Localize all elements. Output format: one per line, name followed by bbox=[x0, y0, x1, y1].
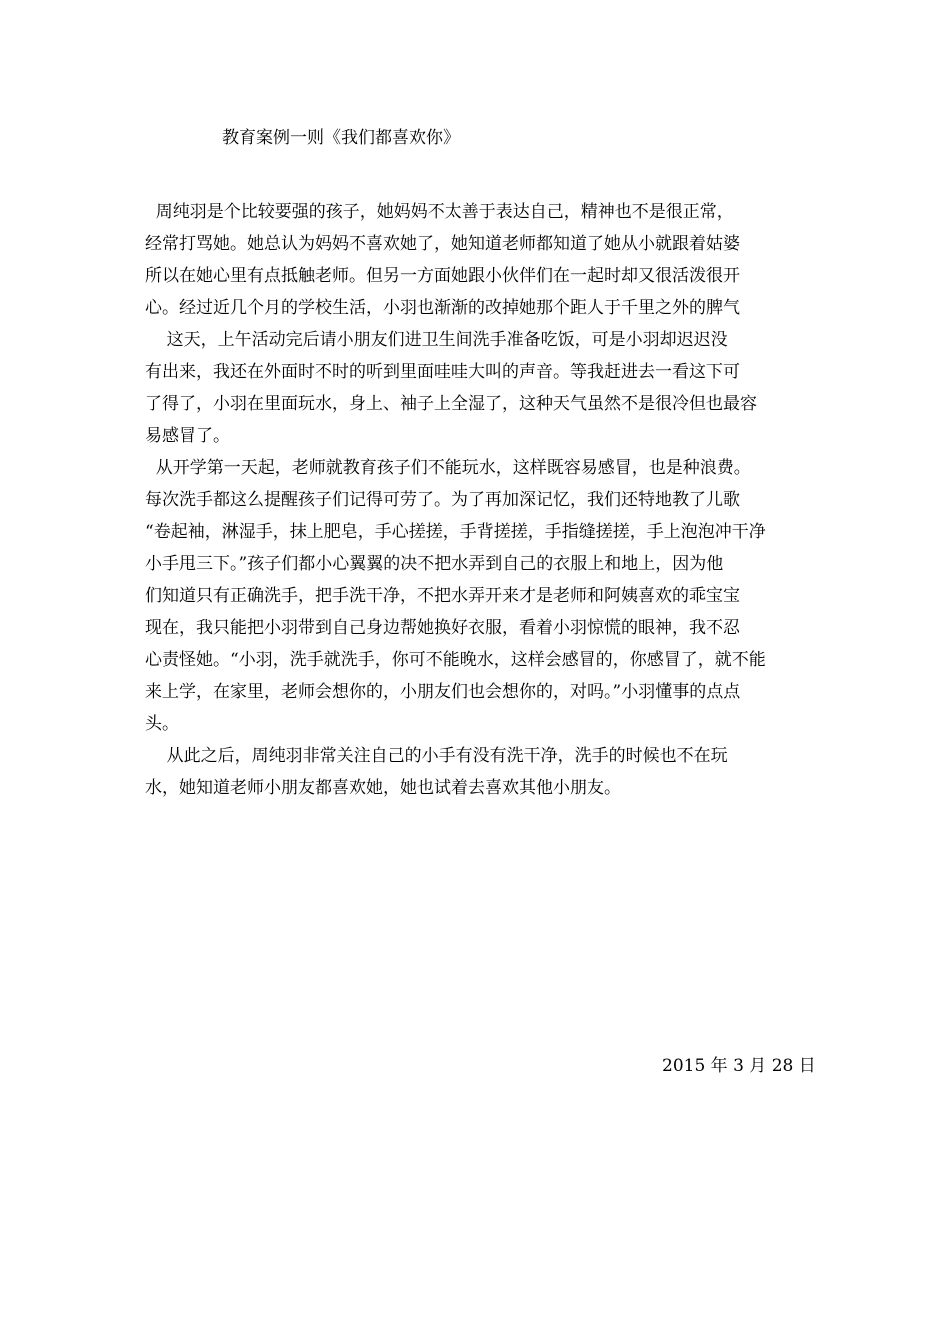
body-line: 周纯羽是个比较要强的孩子，她妈妈不太善于表达自己，精神也不是很正常， bbox=[145, 202, 734, 222]
document-date: 2015 年 3 月 28 日 bbox=[662, 1056, 816, 1076]
body-line: 有出来，我还在外面时不时的听到里面哇哇大叫的声音。等我赶进去一看这下可 bbox=[145, 362, 740, 382]
body-line: 心。经过近几个月的学校生活，小羽也渐渐的改掉她那个距人于千里之外的脾气 bbox=[145, 298, 740, 318]
body-line: 水，她知道老师小朋友都喜欢她，她也试着去喜欢其他小朋友。 bbox=[145, 778, 621, 798]
body-line: 头。 bbox=[145, 714, 179, 734]
body-line: 经常打骂她。她总认为妈妈不喜欢她了，她知道老师都知道了她从小就跟着姑婆 bbox=[145, 234, 740, 254]
body-line: 心责怪她。“小羽，洗手就洗手，你可不能晚水，这样会感冒的，你感冒了，就不能 bbox=[145, 650, 766, 670]
body-line: 所以在她心里有点抵触老师。但另一方面她跟小伙伴们在一起时却又很活泼很开 bbox=[145, 266, 740, 286]
body-line: 易感冒了。 bbox=[145, 426, 230, 446]
body-line: 每次洗手都这么提醒孩子们记得可劳了。为了再加深记忆，我们还特地教了儿歌 bbox=[145, 490, 740, 510]
body-line: 了得了，小羽在里面玩水，身上、袖子上全湿了，这种天气虽然不是很冷但也最容 bbox=[145, 394, 757, 414]
body-line: 现在，我只能把小羽带到自己身边帮她换好衣服，看着小羽惊慌的眼神，我不忍 bbox=[145, 618, 740, 638]
body-line: 从此之后，周纯羽非常关注自己的小手有没有洗干净，洗手的时候也不在玩 bbox=[145, 746, 728, 766]
body-line: 来上学，在家里，老师会想你的，小朋友们也会想你的，对吗。”小羽懂事的点点 bbox=[145, 682, 741, 702]
body-line: 们知道只有正确洗手，把手洗干净，不把水弄开来才是老师和阿姨喜欢的乖宝宝 bbox=[145, 586, 740, 606]
body-line: “卷起袖，淋湿手，抹上肥皂，手心搓搓，手背搓搓，手指缝搓搓，手上泡泡冲干净 bbox=[145, 522, 766, 542]
body-line: 从开学第一天起，老师就教育孩子们不能玩水，这样既容易感冒，也是种浪费。 bbox=[145, 458, 751, 478]
body-line: 这天，上午活动完后请小朋友们进卫生间洗手准备吃饭，可是小羽却迟迟没 bbox=[145, 330, 728, 350]
document-title: 教育案例一则《我们都喜欢你》 bbox=[222, 128, 460, 148]
document-body bbox=[145, 196, 807, 804]
body-line: 小手甩三下。”孩子们都小心翼翼的决不把水弄到自己的衣服上和地上，因为他 bbox=[145, 554, 724, 574]
